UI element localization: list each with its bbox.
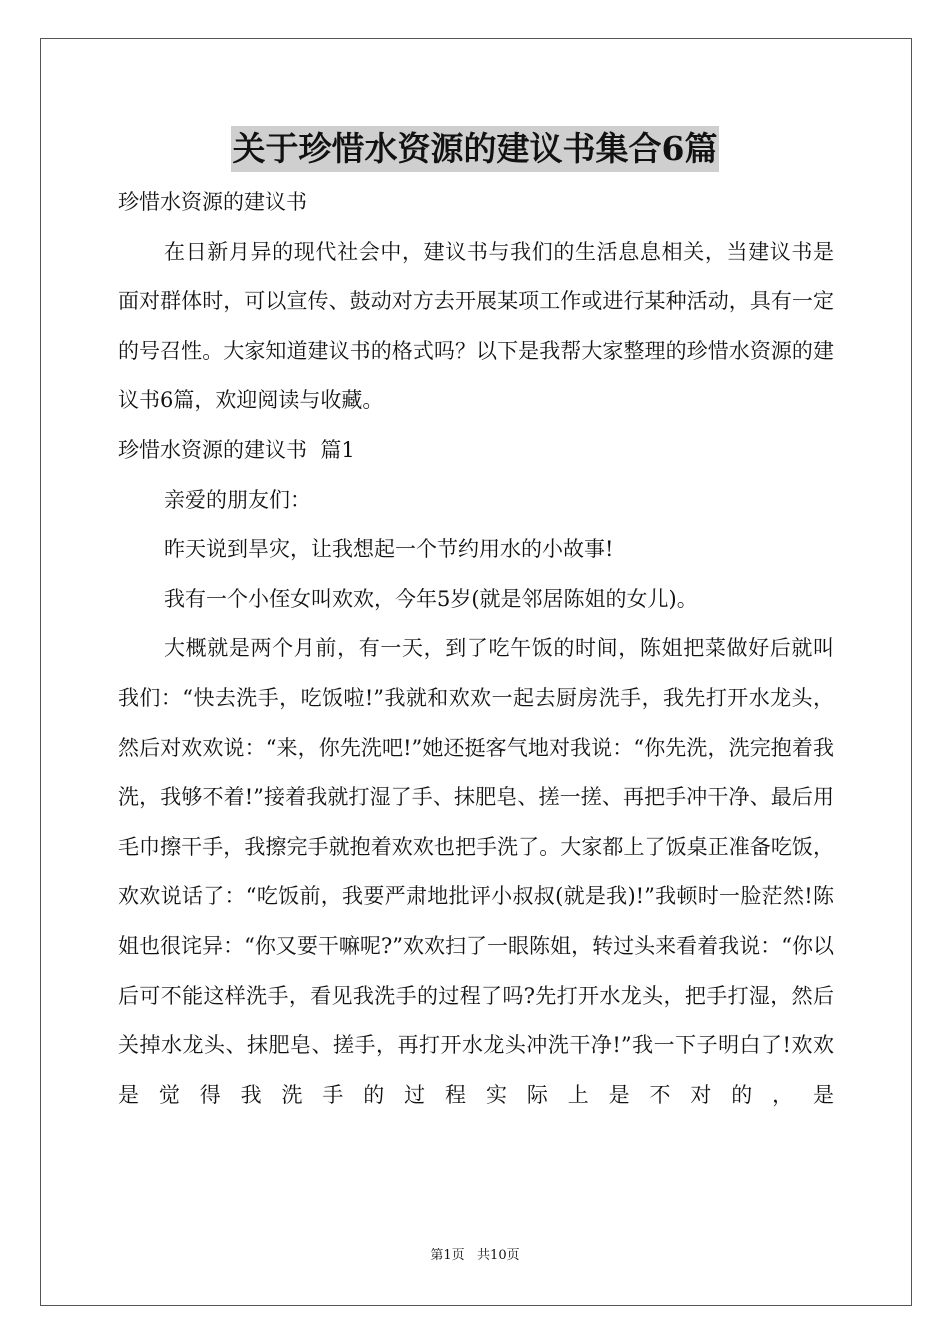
salutation: 亲爱的朋友们： (164, 487, 311, 512)
section-heading: 珍惜水资源的建议书 (118, 190, 307, 214)
document-title: 关于珍惜水资源的建议书集合6篇 (231, 126, 720, 172)
body-paragraph: 我有一个小侄女叫欢欢，今年5岁(就是邻居陈姐的女儿)。 (164, 586, 698, 611)
page-footer: 第1页 共10页 (430, 1248, 520, 1263)
section-heading-1: 珍惜水资源的建议书 篇1 (118, 437, 355, 462)
title-container (0, 126, 950, 172)
body-paragraph: 昨天说到旱灾，让我想起一个节约用水的小故事! (164, 537, 614, 562)
document-body (118, 178, 834, 1120)
intro-paragraph: 在日新月异的现代社会中，建议书与我们的生活息息相关，当建议书是面对群体时，可以宣传、鼓动对方去开展某项工作或进行某种活动，具有一定的号召性。大家知道建议书的格式吗？以下是我帮大家整理的珍惜水资源的建议书6篇，欢迎阅读与收藏。 (118, 239, 834, 413)
body-paragraph: 大概就是两个月前，有一天，到了吃午饭的时间，陈姐把菜做好后就叫我们：“快去洗手，吃饭啦!”我就和欢欢一起去厨房洗手，我先打开水龙头，然后对欢欢说：“来，你先洗吧!”她还挺客气地对我说：“你先洗，洗完抱着我洗，我够不着!”接着我就打湿了手、抹肥皂、搓一搓、再把手冲干净、最后用毛巾擦干手，我擦完手就抱着欢欢也把手洗了。大家都上了饭桌正准备吃饭，欢欢说话了：“吃饭前，我要严肃地批评小叔叔(就是我)!”我顿时一脸茫然!陈姐也很诧异：“你又要干嘛呢?”欢欢扫了一眼陈姐，转过头来看着我说：“你以后可不能这样洗手，看见我洗手的过程了吗?先打开水龙头，把手打湿，然后关掉水龙头、抹肥皂、搓手，再打开水龙头冲洗干净!”我一下子明白了!欢欢是觉得我洗手的过程实际上是不对的，是 (118, 636, 834, 1107)
